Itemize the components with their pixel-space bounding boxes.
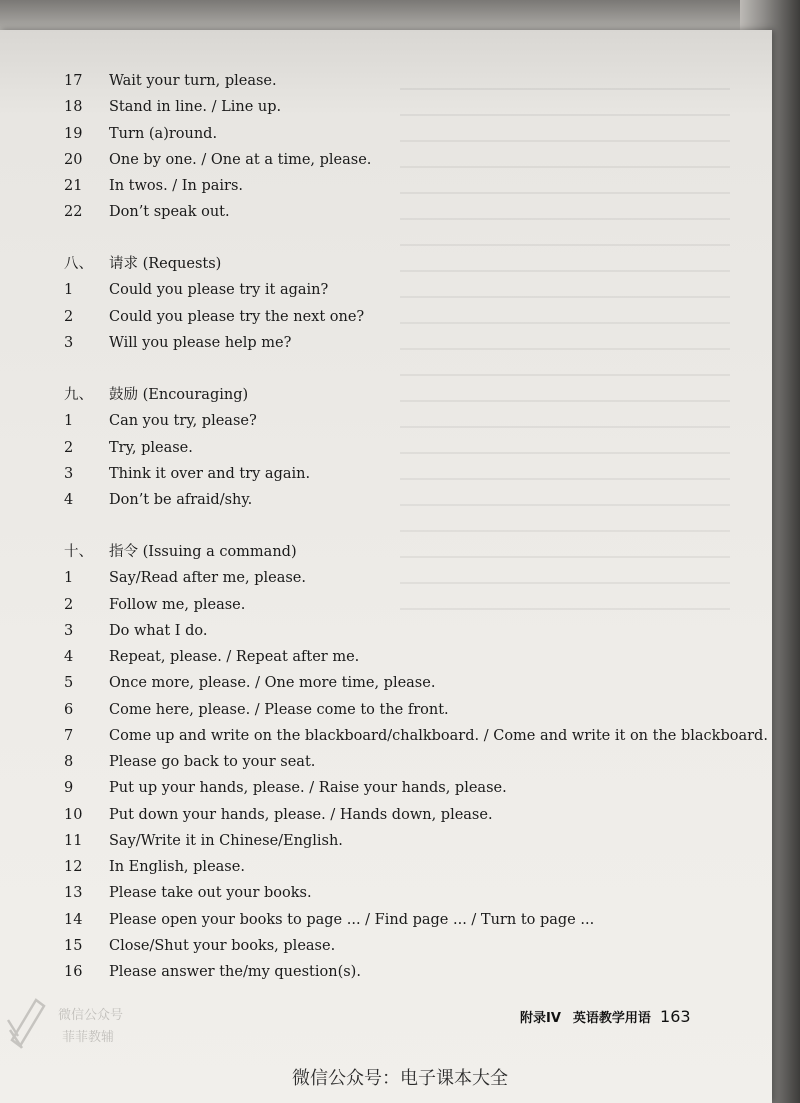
item-number: 3 [64, 465, 74, 482]
item-number: 9 [64, 780, 74, 797]
section-title: 请求 (Requests) [109, 256, 222, 272]
list-item [0, 94, 772, 120]
watermark-line-2: 菲菲教辅 [62, 1030, 115, 1045]
list-item [0, 330, 772, 356]
item-number: 17 [64, 73, 83, 89]
item-text: In twos. / In pairs. [109, 178, 244, 194]
item-number: 14 [64, 911, 83, 928]
section-heading [0, 251, 772, 277]
item-number: 2 [64, 308, 74, 325]
item-text: One by one. / One at a time, please. [109, 151, 372, 168]
list-item [0, 670, 772, 696]
list-item [0, 592, 772, 618]
item-text: In English, please. [109, 859, 245, 875]
item-text: Please take out your books. [109, 885, 312, 902]
section-heading [0, 539, 772, 565]
footer-title: 英语教学用语 [572, 1011, 651, 1026]
appendix-label: 附录IV [520, 1011, 561, 1026]
list-item [0, 854, 772, 880]
list-item [0, 68, 772, 94]
item-number: 20 [64, 151, 83, 168]
section-number: 九、 [64, 387, 93, 403]
list-item [0, 277, 772, 303]
section-title: 鼓励 (Encouraging) [109, 387, 249, 403]
item-number: 6 [64, 701, 74, 718]
page-number: 163 [660, 1007, 691, 1026]
item-text: Please answer the/my question(s). [109, 964, 361, 980]
item-number: 13 [64, 885, 83, 902]
list-item [0, 121, 772, 147]
section-number: 八、 [64, 256, 93, 272]
item-number: 18 [64, 99, 83, 116]
section-number: 十、 [64, 544, 93, 560]
list-item [0, 173, 772, 199]
item-number: 4 [64, 649, 74, 665]
item-text: Do what I do. [109, 622, 208, 639]
item-number: 1 [64, 282, 74, 299]
item-text: Follow me, please. [109, 596, 246, 613]
item-text: Come up and write on the blackboard/chalkboard. / Come and write it on the blackboard. [109, 727, 768, 744]
section-heading [0, 382, 772, 408]
list-item [0, 461, 772, 487]
item-text: Can you try, please? [109, 413, 257, 430]
item-text: Don’t be afraid/shy. [109, 492, 253, 508]
item-text: Repeat, please. / Repeat after me. [109, 649, 360, 665]
list-item [0, 304, 772, 330]
section-title: 指令 (Issuing a command) [109, 544, 297, 560]
section-requests [0, 251, 772, 356]
item-number: 15 [64, 937, 83, 954]
list-item [0, 775, 772, 801]
list-item [0, 618, 772, 644]
item-number: 3 [64, 622, 74, 639]
item-text: Will you please help me? [109, 334, 292, 351]
watermark-line-1: 微信公众号 [58, 1008, 124, 1023]
item-number: 19 [64, 125, 83, 142]
list-item [0, 697, 772, 723]
item-number: 12 [64, 859, 83, 875]
item-text: Come here, please. / Please come to the front. [109, 701, 449, 718]
list-item [0, 828, 772, 854]
item-number: 11 [64, 832, 83, 849]
list-item [0, 749, 772, 775]
list-item [0, 933, 772, 959]
item-text: Turn (a)round. [109, 125, 218, 142]
item-text: Put up your hands, please. / Raise your hands, please. [109, 780, 507, 797]
list-item [0, 959, 772, 985]
list-item [0, 199, 772, 225]
item-number: 5 [64, 675, 74, 692]
list-item [0, 435, 772, 461]
item-text: Stand in line. / Line up. [109, 99, 282, 116]
item-number: 10 [64, 806, 83, 823]
item-number: 22 [64, 204, 83, 221]
item-text: Put down your hands, please. / Hands down, please. [109, 806, 493, 823]
section-encouraging [0, 382, 772, 513]
item-text: Try, please. [109, 439, 193, 456]
list-item [0, 565, 772, 591]
bottom-watermark: 微信公众号：电子课本大全 [292, 1068, 508, 1089]
item-text: Think it over and try again. [109, 465, 311, 482]
list-item [0, 644, 772, 670]
item-number: 4 [64, 492, 74, 508]
item-text: Say/Write it in Chinese/English. [109, 832, 343, 849]
item-number: 7 [64, 727, 74, 744]
item-number: 8 [64, 754, 74, 770]
list-item [0, 907, 772, 933]
item-text: Wait your turn, please. [109, 73, 277, 89]
list-item [0, 802, 772, 828]
item-text: Don’t speak out. [109, 204, 230, 221]
section-issuing-command [0, 539, 772, 985]
item-number: 2 [64, 439, 74, 456]
page-footer [520, 1006, 691, 1028]
item-text: Please go back to your seat. [109, 754, 316, 770]
list-item [0, 487, 772, 513]
list-item [0, 408, 772, 434]
list-continuation [0, 68, 772, 226]
watermark-logo [6, 990, 156, 1054]
list-item [0, 723, 772, 749]
item-number: 2 [64, 596, 74, 613]
item-number: 3 [64, 334, 74, 351]
item-text: Close/Shut your books, please. [109, 937, 336, 954]
item-number: 1 [64, 413, 74, 430]
item-text: Please open your books to page ... / Find page ... / Turn to page ... [109, 911, 595, 928]
item-text: Could you please try the next one? [109, 308, 365, 325]
item-text: Say/Read after me, please. [109, 570, 306, 587]
item-number: 16 [64, 964, 83, 980]
item-number: 21 [64, 178, 83, 194]
list-item [0, 147, 772, 173]
item-text: Could you please try it again? [109, 282, 329, 299]
item-number: 1 [64, 570, 74, 587]
pencil-book-icon [6, 990, 50, 1050]
list-item [0, 880, 772, 906]
item-text: Once more, please. / One more time, please. [109, 675, 436, 692]
